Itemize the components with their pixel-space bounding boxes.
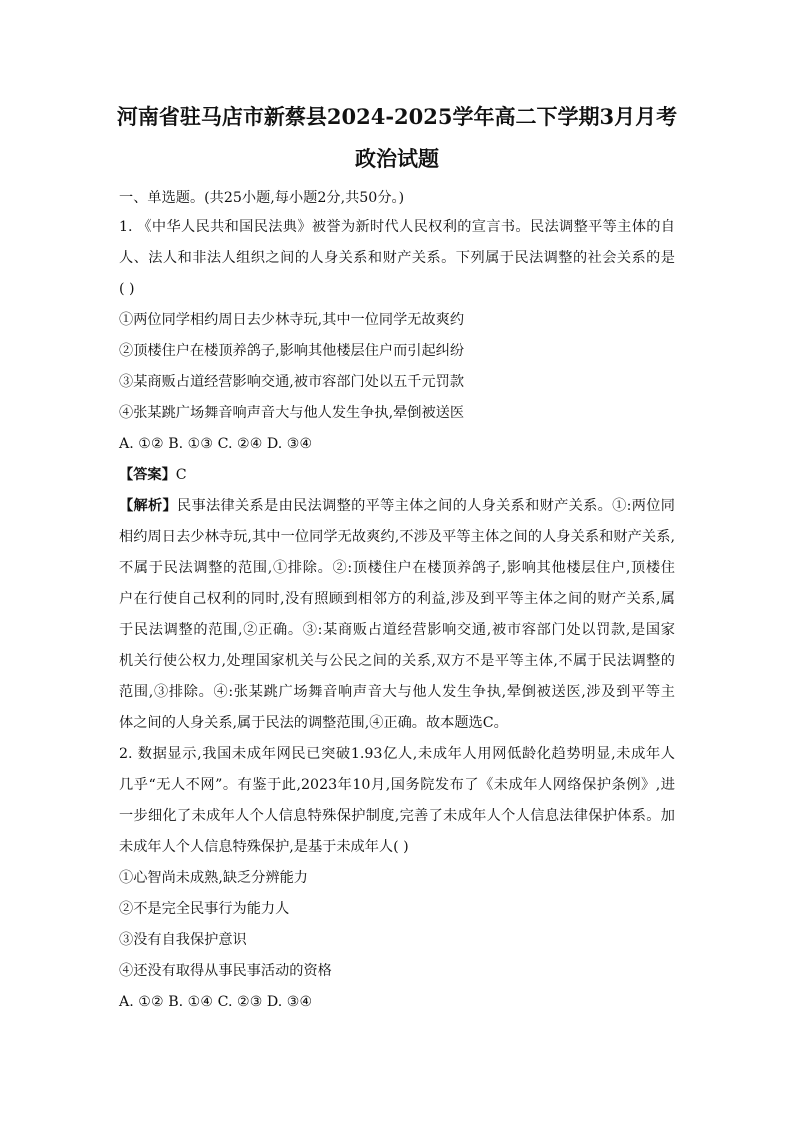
question-stem-line: ( )	[119, 281, 135, 297]
analysis-line: 体之间的人身关系,属于民法的调整范围,④正确。故本题选C。	[119, 715, 508, 731]
question-option: ④张某跳广场舞音响声音大与他人发生争执,晕倒被送医	[119, 405, 465, 421]
question-1	[119, 212, 675, 739]
question-stem-line: 几乎“无人不网”。有鉴于此,2023年10月,国务院发布了《未成年人网络保护条例》,进	[119, 777, 675, 793]
question-option: ②顶楼住户在楼顶养鸽子,影响其他楼层住户而引起纠纷	[119, 343, 465, 359]
answer-choices: A. ①② B. ①③ C. ②④ D. ③④	[119, 436, 313, 452]
analysis-text: 民事法律关系是由民法调整的平等主体之间的人身关系和财产关系。①:两位同	[177, 498, 675, 514]
analysis-line: 相约周日去少林寺玩,其中一位同学无故爽约,不涉及平等主体之间的人身关系和财产关系,	[119, 529, 675, 545]
question-stem-line: 2. 数据显示,我国未成年网民已突破1.93亿人,未成年人用网低龄化趋势明显,未成年人	[119, 746, 675, 762]
analysis-line: 于民法调整的范围,②正确。③:某商贩占道经营影响交通,被市容部门处以罚款,是国家	[119, 622, 675, 638]
question-stem-line: 未成年人个人信息特殊保护,是基于未成年人( )	[119, 839, 409, 855]
question-option: ②不是完全民事行为能力人	[119, 901, 290, 917]
question-option: ①心智尚未成熟,缺乏分辨能力	[119, 870, 308, 886]
analysis-line: 不属于民法调整的范围,①排除。②:顶楼住户在楼顶养鸽子,影响其他楼层住户,顶楼住	[119, 560, 675, 576]
document-subtitle: 政治试题	[355, 146, 439, 171]
answer-line	[119, 460, 675, 491]
question-option: ③某商贩占道经营影响交通,被市容部门处以五千元罚款	[119, 374, 465, 390]
answer-value: C	[175, 467, 187, 483]
question-2	[119, 739, 675, 1018]
analysis-line	[119, 491, 675, 522]
answer-choices: A. ①② B. ①④ C. ②③ D. ③④	[119, 994, 313, 1010]
analysis-label: 【解析】	[119, 498, 178, 514]
question-option: ④还没有取得从事民事活动的资格	[119, 963, 332, 979]
question-stem-line: 人、法人和非法人组织之间的人身关系和财产关系。下列属于民法调整的社会关系的是	[119, 250, 675, 266]
analysis-line: 范围,③排除。④:张某跳广场舞音响声音大与他人发生争执,晕倒被送医,涉及到平等主	[119, 684, 675, 700]
document-title: 河南省驻马店市新蔡县2024-2025学年高二下学期3月月考	[116, 104, 678, 129]
question-option: ①两位同学相约周日去少林寺玩,其中一位同学无故爽约	[119, 312, 465, 328]
question-stem-line: 1. 《中华人民共和国民法典》被誉为新时代人民权利的宣言书。民法调整平等主体的自	[119, 219, 675, 235]
analysis-line: 机关行使公权力,处理国家机关与公民之间的关系,双方不是平等主体,不属于民法调整的	[119, 653, 675, 669]
question-option: ③没有自我保护意识	[119, 932, 247, 948]
question-stem-line: 一步细化了未成年人个人信息特殊保护制度,完善了未成年人个人信息法律保护体系。加	[119, 808, 675, 824]
answer-label: 【答案】	[119, 467, 176, 483]
analysis-line: 户在行使自己权利的同时,没有照顾到相邻方的利益,涉及到平等主体之间的财产关系,属	[119, 591, 675, 607]
exam-content	[119, 184, 675, 1018]
section-heading: 一、单选题。(共25小题,每小题2分,共50分。)	[119, 190, 405, 206]
